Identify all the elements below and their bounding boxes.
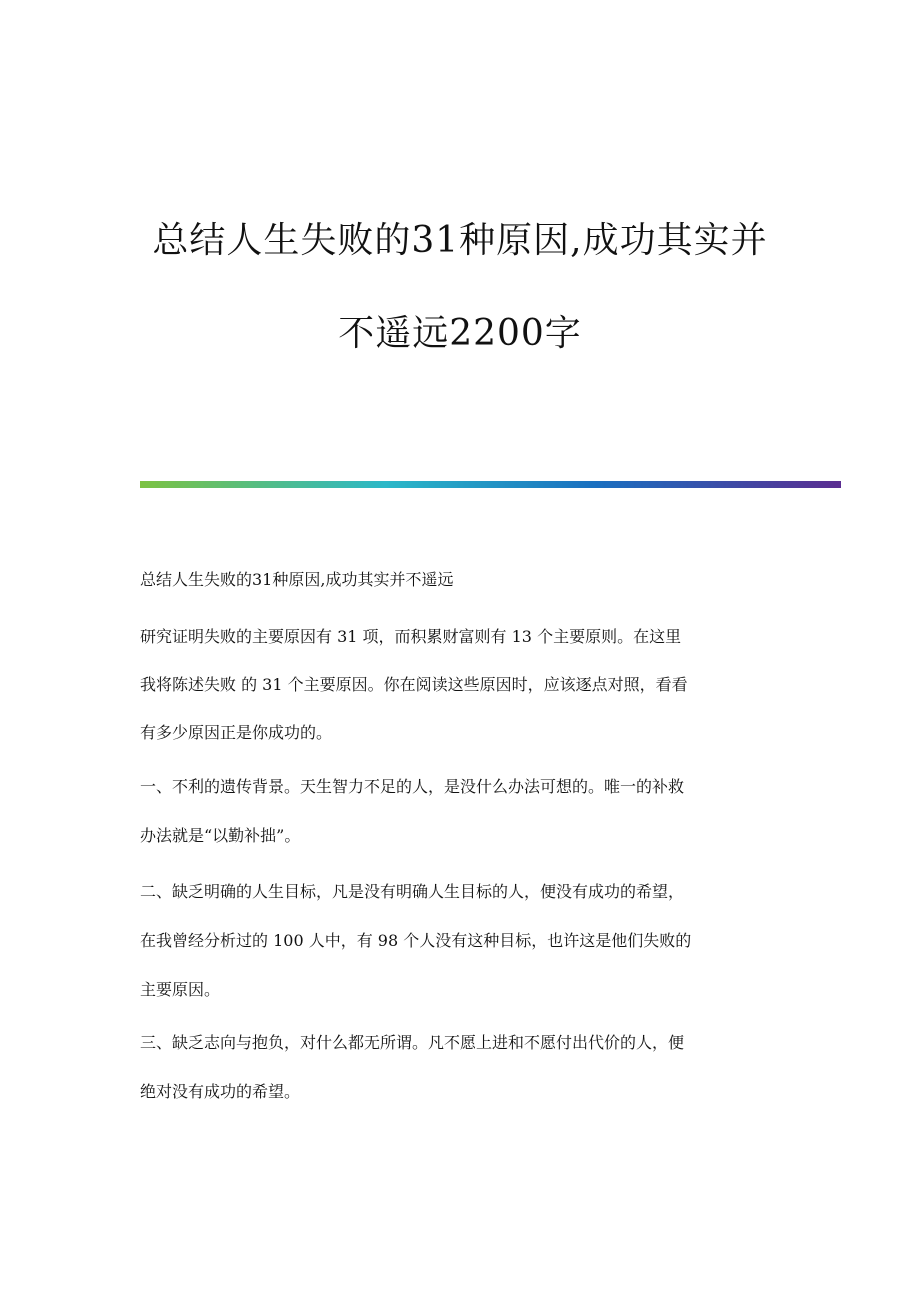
text-line: 绝对没有成功的希望。 (140, 1082, 301, 1101)
gradient-divider (140, 481, 841, 488)
text-line: 主要原因。 (140, 980, 221, 999)
text-line: 二、缺乏明确的人生目标，凡是没有明确人生目标的人，便没有成功的希望， (140, 882, 685, 901)
text-line: 总结人生失败的31种原因,成功其实并不遥远 (140, 570, 454, 589)
text-line: 有多少原因正是你成功的。 (140, 723, 333, 742)
text-line: 在我曾经分析过的 100 人中，有 98 个人没有这种目标，也许这是他们失败的 (140, 931, 692, 950)
text-line: 研究证明失败的主要原因有 31 项，而积累财富则有 13 个主要原则。在这里 (140, 627, 682, 646)
text-line: 我将陈述失败 的 31 个主要原因。你在阅读这些原因时，应该逐点对照，看看 (140, 675, 688, 694)
text-line: 一、不利的遗传背景。天生智力不足的人，是没什么办法可想的。唯一的补救 (140, 777, 685, 796)
text-line: 三、缺乏志向与抱负，对什么都无所谓。凡不愿上进和不愿付出代价的人，便 (140, 1033, 685, 1052)
title-line-1: 总结人生失败的31种原因,成功其实并 (152, 220, 768, 261)
title-line-2: 不遥远2200字 (338, 313, 582, 354)
text-line: 办法就是“以勤补拙”。 (140, 826, 301, 845)
